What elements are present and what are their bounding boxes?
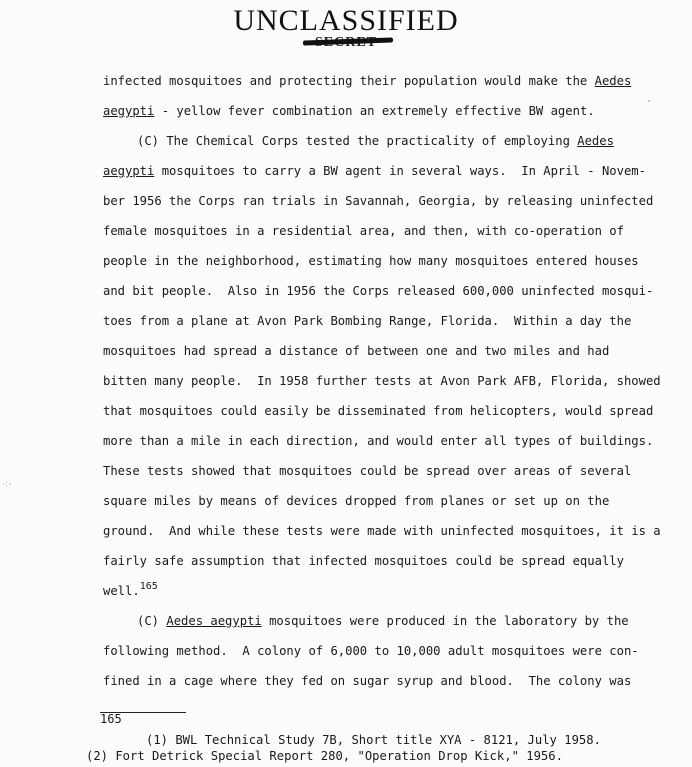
underlined-term: Aedes — [577, 134, 614, 148]
classification-marking: UNCLASSIFIED — [233, 4, 459, 37]
text-line: fined in a cage where they fed on sugar syrup and blood. The colony was — [103, 674, 632, 688]
scan-speck — [648, 100, 650, 102]
text-span: mosquitoes to carry a BW agent in several ways. In April - Novem- — [154, 164, 646, 178]
underlined-term: Aedes aegypti — [166, 614, 262, 628]
text-line — [103, 66, 643, 96]
text-span: well. — [103, 584, 140, 598]
text-span: (C) The Chemical Corps tested the practicality of employing — [137, 134, 578, 148]
text-line — [103, 156, 646, 186]
text-span: (C) — [137, 614, 167, 628]
text-line: that mosquitoes could easily be disseminated from helicopters, would spread — [103, 404, 654, 418]
text-line: These tests showed that mosquitoes could be spread over areas of several — [103, 464, 632, 478]
text-line: people in the neighborhood, estimating how many mosquitoes entered houses — [103, 254, 639, 268]
footnote-reference: 165 — [139, 581, 158, 592]
text-line: more than a mile in each direction, and would enter all types of buildings. — [103, 434, 654, 448]
text-line: bitten many people. In 1958 further tests at Avon Park AFB, Florida, showed — [103, 374, 661, 388]
struck-classification — [309, 35, 383, 51]
text-line: fairly safe assumption that infected mosquitoes could be spread equally — [103, 554, 624, 568]
footnote-item: (1) BWL Technical Study 7B, Short title XYA - 8121, July 1958. — [146, 733, 601, 747]
text-line — [103, 96, 643, 126]
underlined-term: aegypti — [103, 164, 155, 178]
text-span: infected mosquitoes and protecting their population would make the — [103, 74, 595, 88]
margin-mark: ⁖· — [2, 478, 12, 491]
text-line: following method. A colony of 6,000 to 10,000 adult mosquitoes were con- — [103, 644, 639, 658]
text-line: and bit people. Also in 1956 the Corps released 600,000 uninfected mosqui- — [103, 284, 654, 298]
text-span: - yellow fever combination an extremely effective BW agent. — [154, 104, 595, 118]
struck-classification-wrapper — [0, 33, 692, 51]
footnote-number: 165 — [100, 712, 122, 726]
text-line — [103, 606, 643, 636]
text-line — [103, 576, 643, 606]
text-span: mosquitoes were produced in the laboratory by the — [261, 614, 629, 628]
underlined-term: Aedes — [594, 74, 632, 88]
text-line: ground. And while these tests were made with uninfected mosquitoes, it is a — [103, 524, 661, 538]
footnote-item: (2) Fort Detrick Special Report 280, "Operation Drop Kick," 1956. — [86, 749, 563, 763]
text-line: mosquitoes had spread a distance of between one and two miles and had — [103, 344, 610, 358]
text-line — [103, 126, 643, 156]
underlined-term: aegypti — [103, 104, 155, 118]
text-line: ber 1956 the Corps ran trials in Savannah, Georgia, by releasing uninfected — [103, 194, 654, 208]
text-line: female mosquitoes in a residential area, and then, with co-operation of — [103, 224, 624, 238]
text-line: square miles by means of devices dropped from planes or set up on the — [103, 494, 610, 508]
footnotes — [86, 732, 601, 764]
body-text — [103, 66, 661, 696]
text-line: toes from a plane at Avon Park Bombing Range, Florida. Within a day the — [103, 314, 632, 328]
